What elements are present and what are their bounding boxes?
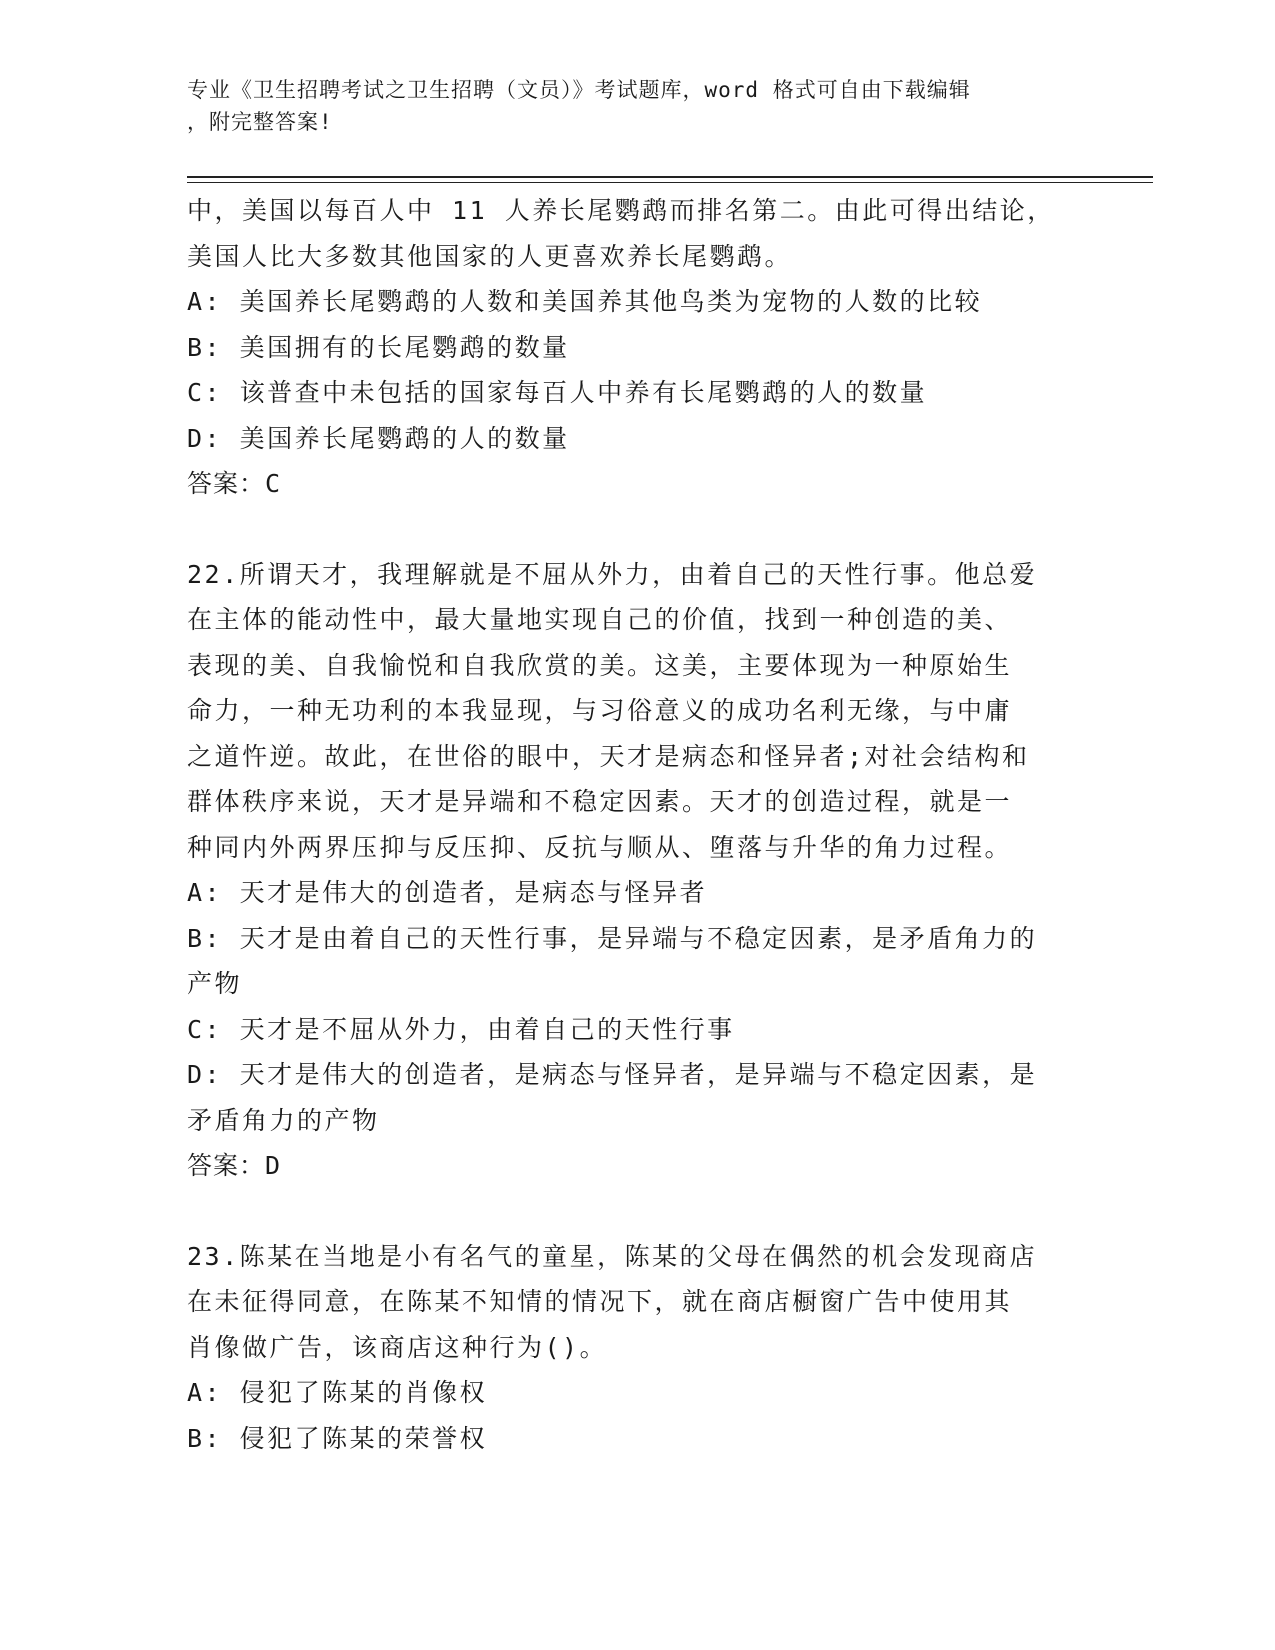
- spacer: [187, 507, 1077, 552]
- question-stem-line: 命力，一种无功利的本我显现，与习俗意义的成功名利无缘，与中庸: [187, 696, 1013, 725]
- header-line-2: ，附完整答案!: [187, 110, 333, 134]
- option-c: C: 该普查中未包括的国家每百人中养有长尾鹦鹉的人的数量: [187, 378, 928, 407]
- question-22: [187, 552, 1077, 1189]
- header-rule-thin: [187, 182, 1153, 183]
- question-stem-line: 22.所谓天才，我理解就是不屈从外力，由着自己的天性行事。他总爱: [187, 559, 1038, 589]
- option-a: A: 天才是伟大的创造者，是病态与怪异者: [187, 878, 708, 907]
- option-a: A: 美国养长尾鹦鹉的人数和美国养其他鸟类为宠物的人数的比较: [187, 287, 983, 316]
- option-d-continued: 矛盾角力的产物: [187, 1105, 380, 1135]
- question-stem-line: 中，美国以每百人中 11 人养长尾鹦鹉而排名第二。由此可得出结论，: [187, 196, 1055, 225]
- document-body: [187, 188, 1077, 1461]
- question-stem-line: 种同内外两界压抑与反压抑、反抗与顺从、堕落与升华的角力过程。: [187, 832, 1013, 862]
- option-d: D: 美国养长尾鹦鹉的人的数量: [187, 423, 570, 453]
- option-b: B: 美国拥有的长尾鹦鹉的数量: [187, 332, 570, 362]
- header-line-1: 专业《卫生招聘考试之卫生招聘（文员）》考试题库，word 格式可自由下载编辑: [187, 78, 971, 102]
- option-d: D: 天才是伟大的创造者，是病态与怪异者，是异端与不稳定因素，是: [187, 1060, 1038, 1089]
- header-rule-thick: [187, 176, 1153, 178]
- option-b: B: 天才是由着自己的天性行事，是异端与不稳定因素，是矛盾角力的: [187, 923, 1038, 953]
- question-stem-line: 之道忤逆。故此，在世俗的眼中，天才是病态和怪异者;对社会结构和: [187, 741, 1030, 771]
- option-c: C: 天才是不屈从外力，由着自己的天性行事: [187, 1014, 735, 1044]
- question-stem-line: 在未征得同意，在陈某不知情的情况下，就在商店橱窗广告中使用其: [187, 1287, 1013, 1316]
- question-23: [187, 1234, 1077, 1462]
- question-21: [187, 188, 1077, 507]
- question-stem-line: 表现的美、自我愉悦和自我欣赏的美。这美，主要体现为一种原始生: [187, 650, 1013, 680]
- answer-line: 答案：C: [187, 469, 282, 498]
- question-stem-line: 肖像做广告，该商店这种行为()。: [187, 1332, 608, 1362]
- option-b: B: 侵犯了陈某的荣誉权: [187, 1423, 488, 1453]
- answer-line: 答案：D: [187, 1151, 282, 1180]
- question-stem-line: 23.陈某在当地是小有名气的童星，陈某的父母在偶然的机会发现商店: [187, 1241, 1038, 1271]
- spacer: [187, 1189, 1077, 1234]
- question-stem-line: 美国人比大多数其他国家的人更喜欢养长尾鹦鹉。: [187, 241, 793, 271]
- option-b-continued: 产物: [187, 969, 243, 998]
- question-stem-line: 在主体的能动性中，最大量地实现自己的价值，找到一种创造的美、: [187, 605, 1013, 634]
- document-header: [187, 74, 1067, 138]
- option-a: A: 侵犯了陈某的肖像权: [187, 1378, 488, 1407]
- question-stem-line: 群体秩序来说，天才是异端和不稳定因素。天才的创造过程，就是一: [187, 787, 1013, 816]
